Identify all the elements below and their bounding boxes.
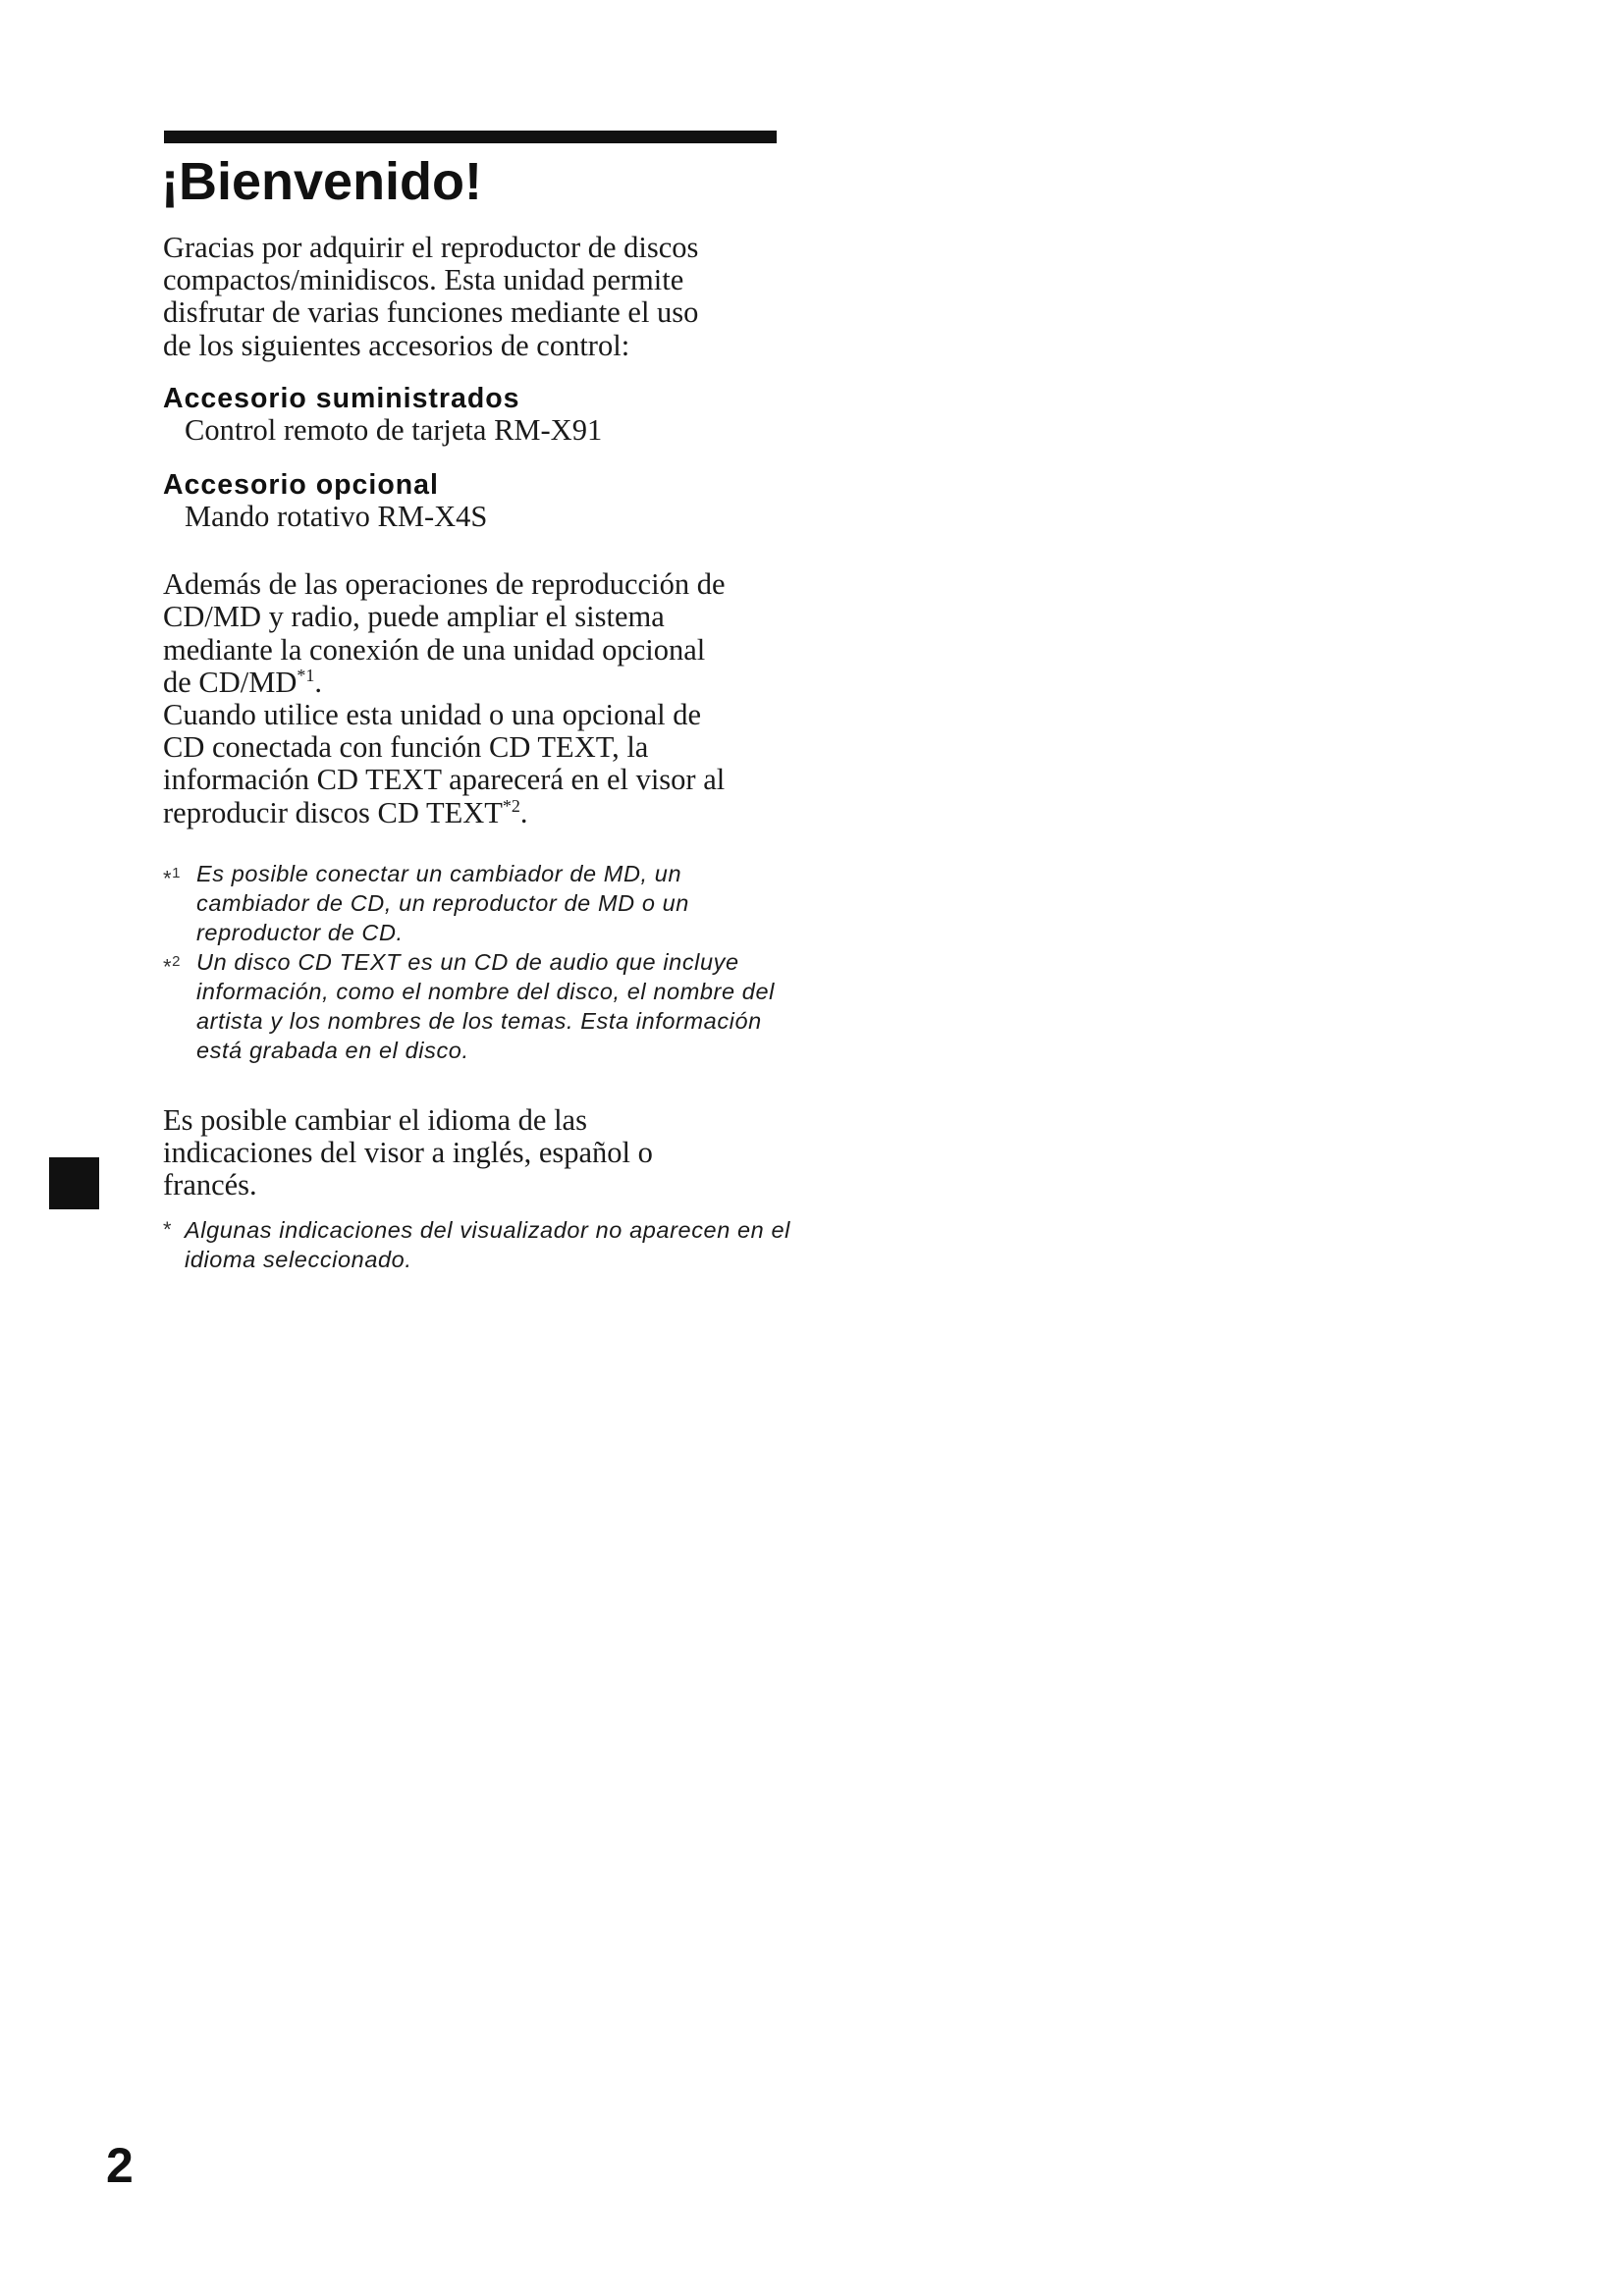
accessory-item-optional: Mando rotativo RM-X4S: [185, 500, 488, 534]
footnote-ref-1: *1: [297, 665, 315, 685]
footnote-1-mark: [163, 859, 181, 893]
intro-paragraph: Gracias por adquirir el reproductor de discos compactos/minidiscos. Esta unidad permite disfrutar de varias funciones mediante el uso de los siguientes accesorios de control:: [163, 231, 699, 362]
footnote-2-number: 2: [172, 952, 182, 970]
footnote-ref-2: *2: [502, 795, 520, 816]
footnote-list: [163, 859, 791, 1065]
section-tab-marker: [49, 1157, 99, 1209]
footnote-1-asterisk: *: [163, 866, 173, 891]
language-note-text: Algunas indicaciones del visualizador no aparecen en el idioma seleccionado.: [185, 1217, 790, 1273]
footnote-1: [163, 859, 791, 947]
footnote-1-text: Es posible conectar un cambiador de MD, un cambiador de CD, un reproductor de MD o un reproductor de CD.: [196, 860, 689, 945]
body-paragraph-expansion: [163, 568, 791, 699]
body-paragraph-expansion-text: Además de las operaciones de reproducción de CD/MD y radio, puede ampliar el sistema mediante la conexión de una unidad opcional de CD/MD: [163, 567, 726, 699]
title-rule: [164, 131, 777, 143]
footnote-2: [163, 947, 791, 1065]
footnote-1-number: 1: [172, 864, 182, 881]
page-content: [163, 232, 791, 1274]
page-title: ¡Bienvenido!: [161, 152, 483, 211]
language-note: [163, 1215, 791, 1274]
footnote-2-mark: [163, 947, 181, 982]
accessory-item-supplied: Control remoto de tarjeta RM-X91: [185, 412, 603, 447]
footnote-2-text: Un disco CD TEXT es un CD de audio que incluye información, como el nombre del disco, el nombre del artista y los nombres de los temas. Esta información está grabada en el disco.: [196, 948, 775, 1063]
accessory-heading-optional: Accesorio opcional: [163, 469, 439, 502]
body-paragraph-cd-text-end: .: [519, 795, 528, 829]
accessory-section-optional: [163, 469, 791, 533]
language-note-mark: *: [163, 1217, 173, 1243]
accessory-section-supplied: [163, 383, 791, 447]
body-paragraph-cd-text: [163, 699, 791, 829]
body-paragraph-cd-text-text: Cuando utilice esta unidad o una opcional de CD conectada con función CD TEXT, la información CD TEXT aparecerá en el visor al reproducir discos CD TEXT: [163, 698, 726, 829]
accessory-heading-supplied: Accesorio suministrados: [163, 382, 520, 414]
page-number: 2: [106, 2138, 134, 2193]
language-paragraph: Es posible cambiar el idioma de las indicaciones del visor a inglés, español o francés.: [163, 1102, 653, 1202]
body-paragraph-expansion-end: .: [314, 665, 323, 699]
footnote-2-asterisk: *: [163, 954, 173, 980]
